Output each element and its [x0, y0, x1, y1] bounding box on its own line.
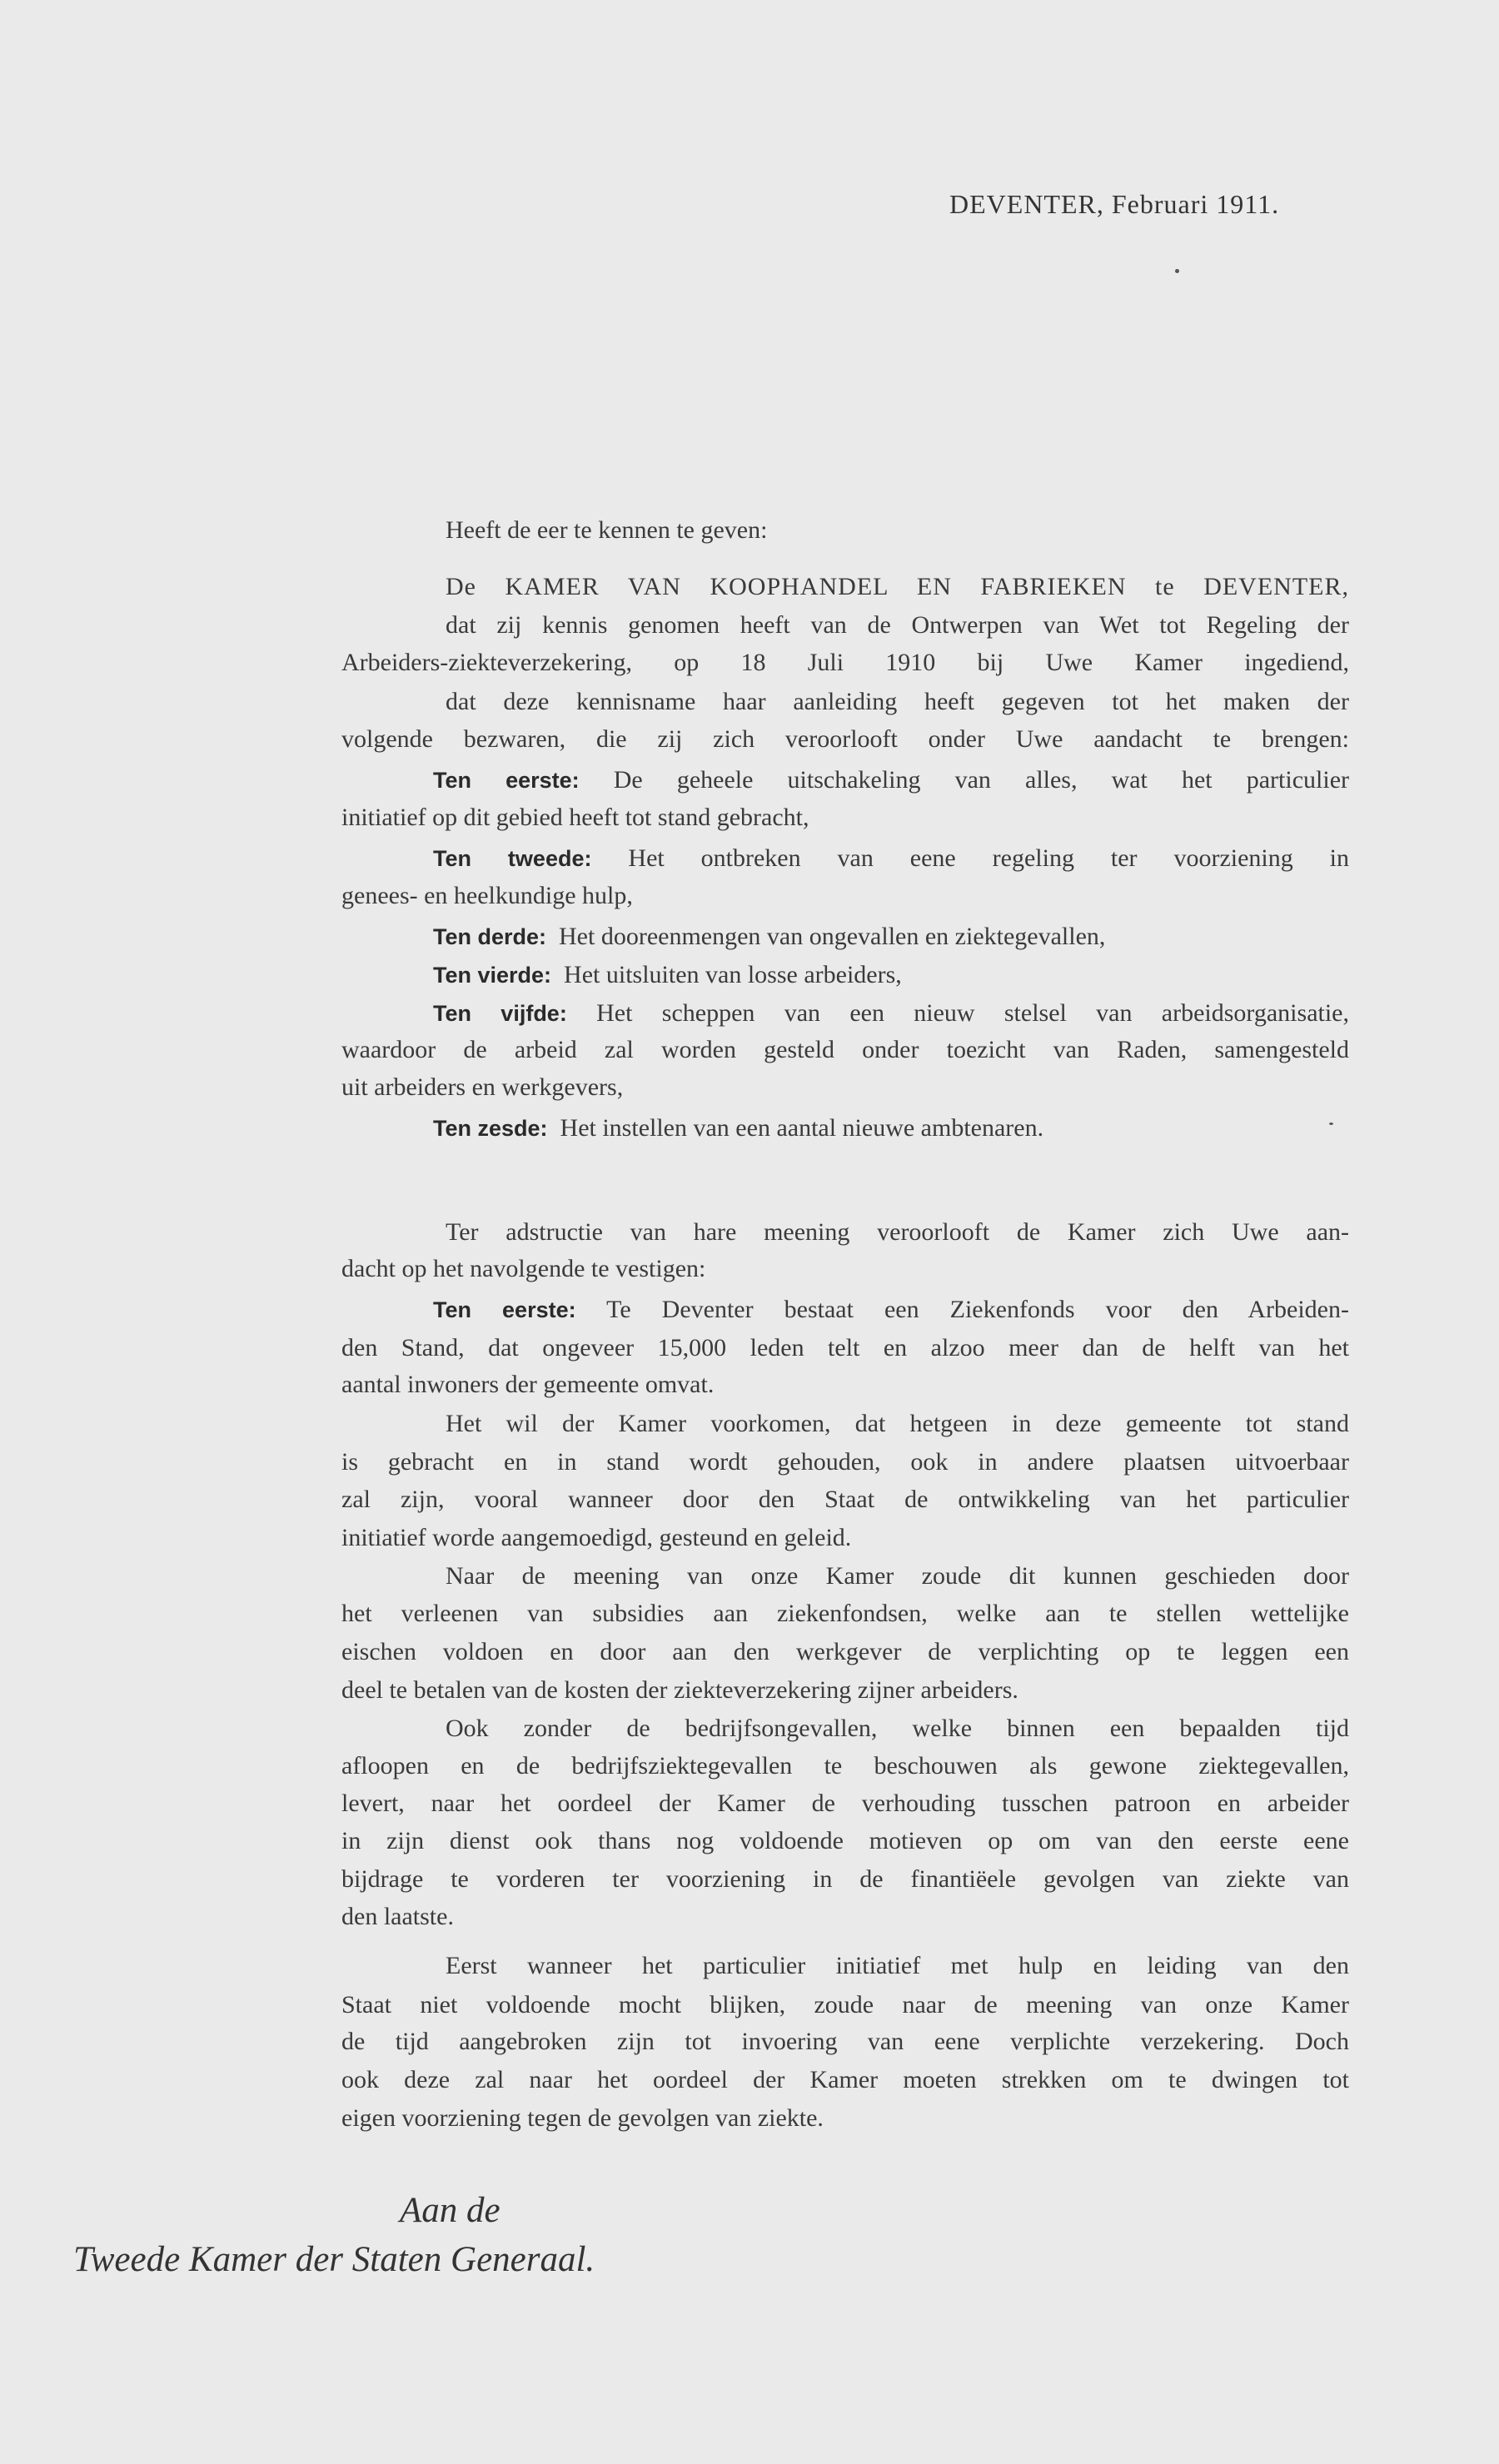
objection-text: Het ontbreken van eene regeling ter voorziening in — [628, 844, 1350, 872]
text-line: waardoor de arbeid zal worden gesteld onder toezicht van Raden, samengesteld — [341, 1036, 1349, 1063]
text-line: uit arbeiders en werkgevers, — [341, 1073, 624, 1101]
text-line: den laatste. — [341, 1903, 454, 1930]
text-line: zal zijn, vooral wanneer door den Staat de ontwikkeling van het particulier — [341, 1486, 1349, 1513]
text-line: is gebracht en in stand wordt gehouden, ook in andere plaatsen uitvoerbaar — [341, 1448, 1349, 1476]
paper-speck — [1175, 269, 1179, 273]
text-line: Staat niet voldoende mocht blijken, zoude naar de meening van onze Kamer — [341, 1991, 1349, 2018]
text-line: Ook zonder de bedrijfsongevallen, welke binnen een bepaalden tijd — [446, 1715, 1349, 1742]
objection-label: Ten eerste: — [433, 768, 580, 793]
objection-text: Het dooreenmengen van ongevallen en ziektegevallen, — [559, 923, 1106, 950]
text-line: dacht op het navolgende te vestigen: — [341, 1255, 706, 1282]
text-line: genees- en heelkundige hulp, — [341, 882, 633, 909]
text-line: deel te betalen van de kosten der ziekteverzekering zijner arbeiders. — [341, 1676, 1018, 1704]
text-line: afloopen en de bedrijfsziektegevallen te beschouwen als gewone ziektegevallen, — [341, 1752, 1349, 1780]
objection-text: Het instellen van een aantal nieuwe ambtenaren. — [560, 1114, 1044, 1142]
objection-line — [433, 763, 1349, 798]
text-line: Het wil der Kamer voorkomen, dat hetgeen in deze gemeente tot stand — [446, 1410, 1349, 1437]
text-line: Arbeiders-ziekteverzekering, op 18 Juli 1910 bij Uwe Kamer ingediend, — [341, 649, 1349, 676]
objection-text: Te Deventer bestaat een Ziekenfonds voor den Arbeiden- — [606, 1296, 1349, 1323]
objection-line — [433, 958, 1349, 993]
objection-label: Ten zesde: — [433, 1116, 548, 1141]
text-line: De KAMER VAN KOOPHANDEL EN FABRIEKEN te DEVENTER, — [446, 573, 1349, 600]
text-line: initiatief worde aangemoedigd, gesteund en geleid. — [341, 1524, 852, 1551]
text-line: dat zij kennis genomen heeft van de Ontwerpen van Wet tot Regeling der — [446, 611, 1349, 639]
date-line: DEVENTER, Februari 1911. — [949, 189, 1280, 219]
text-line: Ter adstructie van hare meening veroorlooft de Kamer zich Uwe aan- — [446, 1218, 1349, 1246]
text-line: initiatief op dit gebied heeft tot stand gebracht, — [341, 804, 809, 831]
text-line: in zijn dienst ook thans nog voldoende motieven op om van den eerste eene — [341, 1827, 1349, 1854]
objection-label: Ten vijfde: — [433, 1001, 567, 1026]
text-line: bijdrage te vorderen ter voorziening in de finantiëele gevolgen van ziekte van — [341, 1865, 1349, 1893]
objection-text: De geheele uitschakeling van alles, wat het particulier — [613, 766, 1350, 794]
text-line: het verleenen van subsidies aan ziekenfondsen, welke aan te stellen wettelijke — [341, 1600, 1349, 1627]
paper-speck — [1329, 1122, 1333, 1125]
text-line: Eerst wanneer het particulier initiatief met hulp en leiding van den — [446, 1952, 1349, 1979]
text-line: levert, naar het oordeel der Kamer de verhouding tusschen patroon en arbeider — [341, 1790, 1349, 1817]
text-line: aantal inwoners der gemeente omvat. — [341, 1371, 715, 1398]
address-line-2: Tweede Kamer der Staten Generaal. — [73, 2240, 595, 2279]
objection-label: Ten derde: — [433, 924, 547, 949]
objection-label: Ten vierde: — [433, 963, 552, 988]
address-line-1: Aan de — [400, 2191, 500, 2230]
objection-line — [433, 841, 1349, 876]
objection-label: Ten eerste: — [433, 1297, 576, 1322]
objection-label: Ten tweede: — [433, 846, 592, 871]
objection-text: Het scheppen van een nieuw stelsel van arbeidsorganisatie, — [596, 999, 1349, 1027]
text-line: de tijd aangebroken zijn tot invoering van eene verplichte verzekering. Doch — [341, 2028, 1349, 2055]
text-line: eischen voldoen en door aan den werkgever de verplichting op te leggen een — [341, 1638, 1349, 1665]
intro-line: Heeft de eer te kennen te geven: — [446, 516, 768, 544]
objection-line — [433, 1292, 1349, 1327]
text-line: dat deze kennisname haar aanleiding heeft gegeven tot het maken der — [446, 688, 1349, 715]
objection-text: Het uitsluiten van losse arbeiders, — [564, 961, 902, 988]
text-line: volgende bezwaren, die zij zich veroorlooft onder Uwe aandacht te brengen: — [341, 725, 1349, 753]
text-line: Naar de meening van onze Kamer zoude dit kunnen geschieden door — [446, 1562, 1349, 1590]
objection-line — [433, 996, 1349, 1031]
text-line: eigen voorziening tegen de gevolgen van ziekte. — [341, 2104, 824, 2132]
objection-line — [433, 919, 1349, 954]
objection-line — [433, 1111, 1349, 1146]
text-line: ook deze zal naar het oordeel der Kamer moeten strekken om te dwingen tot — [341, 2066, 1349, 2093]
text-line: den Stand, dat ongeveer 15,000 leden telt en alzoo meer dan de helft van het — [341, 1334, 1349, 1361]
